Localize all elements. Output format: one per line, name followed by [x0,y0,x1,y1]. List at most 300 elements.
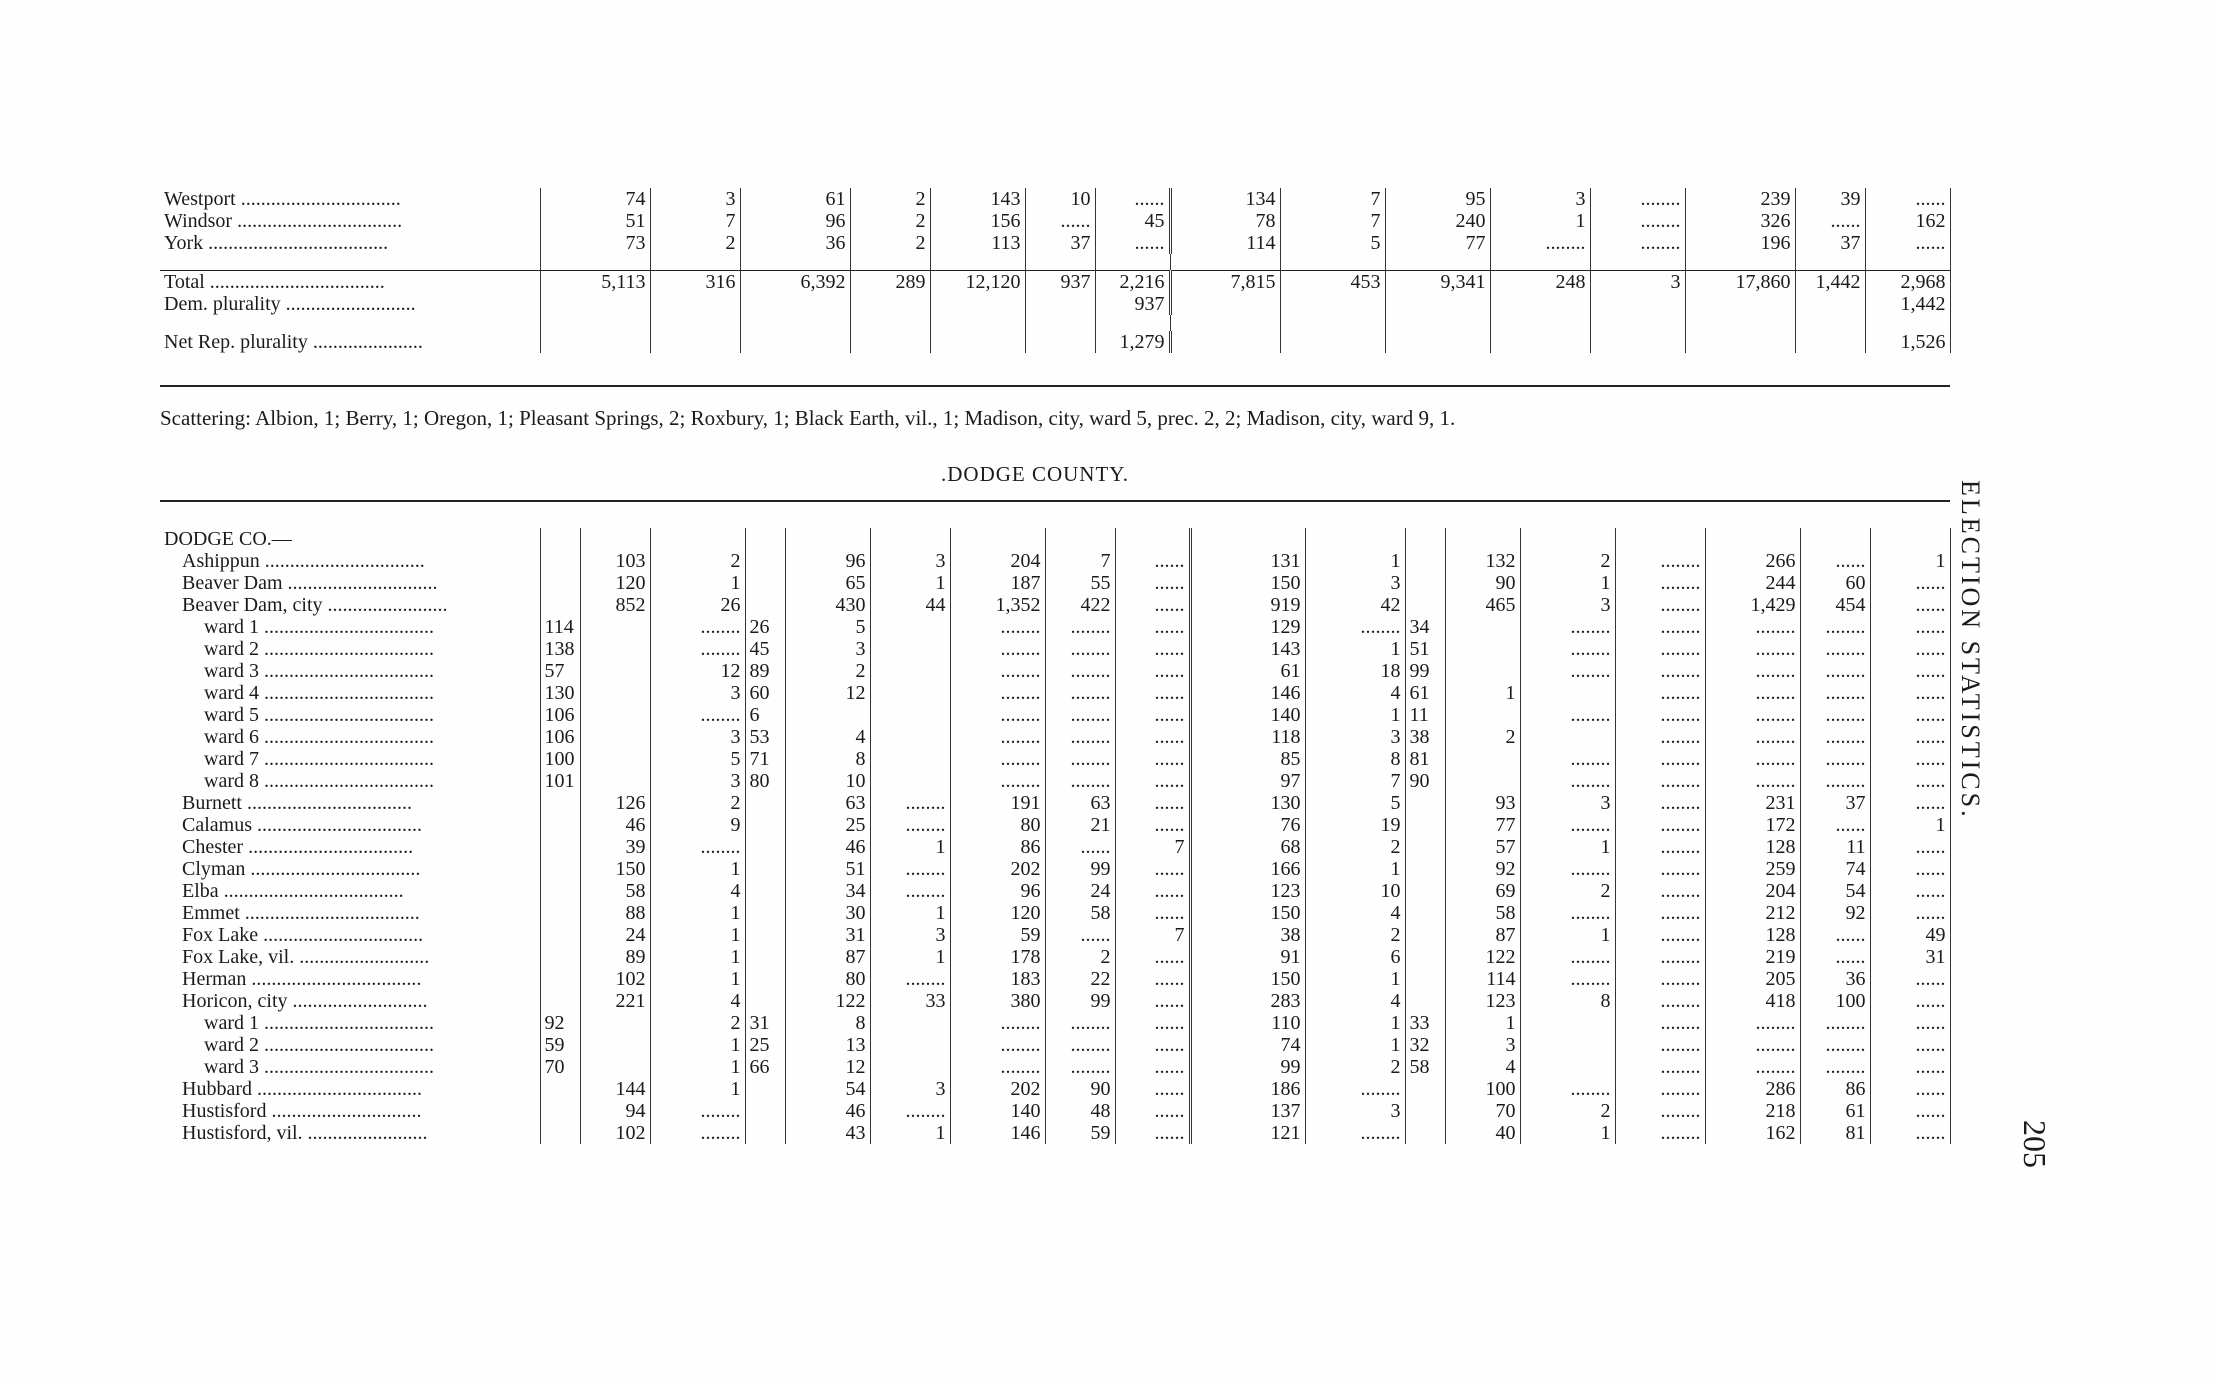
table-cell [540,836,580,858]
table-cell: 94 [580,1100,650,1122]
table-cell: 7 [1115,836,1190,858]
table-cell: ........ [1705,704,1800,726]
table-cell: 3 [1490,188,1590,210]
table-cell: ........ [1800,1056,1870,1078]
table-cell: 2 [1520,880,1615,902]
table-cell: 51 [1405,638,1445,660]
table-cell: 156 [930,210,1025,232]
table-cell: 937 [1025,271,1095,294]
table-cell: 2 [1305,924,1405,946]
table-cell: 140 [1190,704,1305,726]
table-cell: ........ [1705,616,1800,638]
table-cell [1445,638,1520,660]
table-cell: 144 [580,1078,650,1100]
table-cell: 45 [1095,210,1170,232]
row-label: York .................................... [160,232,540,254]
table-cell: ...... [1870,1100,1950,1122]
table-cell: 1 [650,1034,745,1056]
table-cell: 74 [1800,858,1870,880]
table-cell: 70 [540,1056,580,1078]
table-cell: ...... [1115,1034,1190,1056]
row-label: Horicon, city ........................... [160,990,540,1012]
table-cell: 90 [1405,770,1445,792]
table-cell: 1 [1520,924,1615,946]
table-cell: ...... [1115,572,1190,594]
table-cell: 8 [785,1012,870,1034]
table-cell: 63 [1045,792,1115,814]
table-cell: 130 [540,682,580,704]
table-cell: 3 [1305,1100,1405,1122]
table-cell: ........ [1615,1122,1705,1144]
table-cell: ........ [1615,726,1705,748]
table-cell [745,1122,785,1144]
row-label: Chester ................................. [160,836,540,858]
table-cell: 162 [1865,210,1950,232]
table-cell: ........ [1520,946,1615,968]
table-cell: 2 [785,660,870,682]
table-cell: ........ [950,638,1045,660]
table-cell: 1 [650,572,745,594]
table-cell: ...... [1870,990,1950,1012]
table-cell: ...... [1115,770,1190,792]
table-cell [870,726,950,748]
table-cell: ........ [1305,616,1405,638]
row-label: Total ................................... [160,271,540,294]
table-cell [1405,946,1445,968]
table-cell: 9,341 [1385,271,1490,294]
table-cell: 202 [950,1078,1045,1100]
table-cell [1280,293,1385,315]
table-cell: 172 [1705,814,1800,836]
table-cell: 231 [1705,792,1800,814]
table-row [160,814,1950,836]
table-cell: 2 [850,232,930,254]
table-row [160,638,1950,660]
table-cell: 90 [1445,572,1520,594]
table-cell: 5 [650,748,745,770]
table-cell: 51 [540,210,650,232]
table-cell: 63 [785,792,870,814]
table-cell: 1 [870,572,950,594]
table-cell: ...... [1115,682,1190,704]
table-cell: 96 [785,550,870,572]
table-cell [540,902,580,924]
table-cell: 3 [1520,792,1615,814]
table-cell: ...... [1870,1056,1950,1078]
table-cell: ........ [1705,1012,1800,1034]
table-cell: 1 [1305,1034,1405,1056]
table-cell: 4 [650,990,745,1012]
table-cell: ...... [1115,726,1190,748]
table-cell: 37 [1025,232,1095,254]
table-cell [745,924,785,946]
table-cell: ...... [1870,638,1950,660]
county-header: DODGE CO.— [160,528,540,550]
table-row [160,1078,1950,1100]
table-cell: 81 [1800,1122,1870,1144]
table-cell: 8 [1520,990,1615,1012]
table-cell: 106 [540,704,580,726]
table-cell [1025,293,1095,315]
table-cell: ........ [1615,616,1705,638]
table-cell [745,990,785,1012]
table-cell: 114 [1170,232,1280,254]
table-cell: 73 [540,232,650,254]
table-cell: 92 [1800,902,1870,924]
table-cell: 74 [1190,1034,1305,1056]
table-cell: 1 [1305,858,1405,880]
table-cell: 77 [1385,232,1490,254]
table-cell: 113 [930,232,1025,254]
table-cell: 212 [1705,902,1800,924]
table-cell [580,682,650,704]
table-cell: ........ [1520,814,1615,836]
table-cell: 81 [1405,748,1445,770]
table-cell: 418 [1705,990,1800,1012]
table-row [160,968,1950,990]
table-cell: 77 [1445,814,1520,836]
table-cell: ........ [1045,704,1115,726]
table-cell: 7 [1305,770,1405,792]
table-cell: ........ [950,726,1045,748]
table-cell: 143 [1190,638,1305,660]
table-cell: ........ [1520,770,1615,792]
table-cell: 96 [950,880,1045,902]
table-cell: ........ [1305,1078,1405,1100]
table-cell: 100 [540,748,580,770]
table-cell: ........ [1045,1012,1115,1034]
table-cell: 3 [1305,572,1405,594]
table-cell: 122 [1445,946,1520,968]
table-cell: ........ [1590,188,1685,210]
table-cell: 150 [1190,902,1305,924]
table-cell [580,1056,650,1078]
row-label: ward 3 .................................. [160,660,540,682]
table-cell: ...... [1115,1012,1190,1034]
table-cell: ...... [1870,792,1950,814]
table-cell: 5,113 [540,271,650,294]
table-cell [930,331,1025,353]
table-cell: 93 [1445,792,1520,814]
table-cell: 937 [1095,293,1170,315]
table-cell: ........ [1615,924,1705,946]
table-cell: 430 [785,594,870,616]
table-cell: 4 [650,880,745,902]
table-cell: 140 [950,1100,1045,1122]
table-cell: 92 [1445,858,1520,880]
table-cell: ........ [870,814,950,836]
table-cell: ........ [1800,748,1870,770]
table-cell: ........ [1520,704,1615,726]
table-cell: 24 [580,924,650,946]
table-cell: 49 [1870,924,1950,946]
table-cell [1405,594,1445,616]
table-cell [580,770,650,792]
table-cell: ...... [1800,924,1870,946]
table-cell: ........ [1615,638,1705,660]
table-cell [745,1100,785,1122]
table-cell: 65 [785,572,870,594]
table-cell: 26 [745,616,785,638]
table-cell: 131 [1190,550,1305,572]
row-label: Herman .................................. [160,968,540,990]
table-cell [650,331,740,353]
row-label: Hustisford .............................. [160,1100,540,1122]
table-cell: ...... [1870,1012,1950,1034]
row-label: ward 1 .................................. [160,1012,540,1034]
row-label: ward 4 .................................. [160,682,540,704]
table-cell: ...... [1870,902,1950,924]
table-cell: ........ [1800,726,1870,748]
table-cell [1280,331,1385,353]
table-cell [580,660,650,682]
table-cell: 33 [870,990,950,1012]
table-cell: 61 [1190,660,1305,682]
table-cell: ........ [950,1056,1045,1078]
county-title: .DODGE COUNTY. [940,462,1130,486]
table-cell [870,770,950,792]
table-cell: ...... [1800,814,1870,836]
table-cell: ........ [1520,968,1615,990]
table-cell: 3 [1305,726,1405,748]
table-row [160,704,1950,726]
table-cell: ...... [1115,638,1190,660]
table-cell [1405,924,1445,946]
table-cell: ........ [1045,748,1115,770]
table-cell: ........ [650,836,745,858]
table-cell [540,293,650,315]
table-cell: 31 [1870,946,1950,968]
table-cell: 1,352 [950,594,1045,616]
table-row [160,1034,1950,1056]
table-cell: 4 [1445,1056,1520,1078]
table-cell: ...... [1115,748,1190,770]
table-cell: 120 [580,572,650,594]
row-label: ward 2 .................................. [160,638,540,660]
table-cell: 138 [540,638,580,660]
table-cell [580,704,650,726]
table-cell: 1 [1520,836,1615,858]
table-cell: ........ [950,770,1045,792]
table-cell: ........ [870,968,950,990]
table-cell: 1 [1445,1012,1520,1034]
table-cell: 61 [740,188,850,210]
table-cell: 1 [870,1122,950,1144]
table-cell: 97 [1190,770,1305,792]
table-cell: 150 [1190,968,1305,990]
table-cell [1520,682,1615,704]
table-row [160,858,1950,880]
table-cell: 6 [1305,946,1405,968]
table-cell: 118 [1190,726,1305,748]
table-cell: 89 [580,946,650,968]
table-cell: ...... [1115,792,1190,814]
table-cell: ...... [1045,836,1115,858]
table-cell: 7 [650,210,740,232]
table-cell: ........ [1615,1078,1705,1100]
table-cell: 6 [745,704,785,726]
table-cell: 102 [580,1122,650,1144]
table-cell [1405,1078,1445,1100]
table-cell: 218 [1705,1100,1800,1122]
table-cell: 2 [650,232,740,254]
table-cell: ...... [1115,968,1190,990]
table-cell: 1 [1445,682,1520,704]
table-cell: 86 [950,836,1045,858]
table-cell: 26 [650,594,745,616]
table-cell: ...... [1115,880,1190,902]
table-row [160,1056,1950,1078]
table-cell: ........ [1800,616,1870,638]
table-cell: ........ [870,880,950,902]
table-cell: 89 [745,660,785,682]
table-cell: ...... [1045,924,1115,946]
table-cell: 7,815 [1170,271,1280,294]
table-cell: 3 [650,726,745,748]
table-cell: ........ [650,1100,745,1122]
table-cell [745,880,785,902]
table-cell: 101 [540,770,580,792]
table-cell [1590,293,1685,315]
table-cell: 1 [1520,1122,1615,1144]
table-cell: ........ [1615,682,1705,704]
table-cell: 8 [1305,748,1405,770]
table-cell [540,814,580,836]
table-cell: ........ [650,616,745,638]
table-cell [1025,331,1095,353]
table-cell: 129 [1190,616,1305,638]
table-cell: 123 [1190,880,1305,902]
table-cell: 34 [1405,616,1445,638]
table-cell: ........ [950,616,1045,638]
table-cell: ........ [1490,232,1590,254]
table-cell [540,1100,580,1122]
table-cell: ...... [1115,616,1190,638]
table-cell: 21 [1045,814,1115,836]
table-cell: ........ [1615,550,1705,572]
table-cell: 4 [1305,682,1405,704]
table-cell: 1,442 [1795,271,1865,294]
table-cell: 7 [1280,210,1385,232]
table-row [160,726,1950,748]
table-cell: ........ [1520,616,1615,638]
table-cell [1405,550,1445,572]
table-cell: 10 [1305,880,1405,902]
table-cell: 3 [1445,1034,1520,1056]
table-cell: ........ [1045,726,1115,748]
table-cell [540,331,650,353]
table-cell: ........ [1705,1034,1800,1056]
table-cell: ........ [950,660,1045,682]
table-cell: 114 [540,616,580,638]
table-cell: ...... [1870,1078,1950,1100]
table-cell: ...... [1865,232,1950,254]
table-cell: 283 [1190,990,1305,1012]
table-cell: 205 [1705,968,1800,990]
table-cell: 1 [870,836,950,858]
table-cell [1385,293,1490,315]
table-cell: ...... [1865,188,1950,210]
table-cell: 53 [745,726,785,748]
table-cell: 54 [1800,880,1870,902]
table-cell: ...... [1115,1078,1190,1100]
table-cell: 9 [650,814,745,836]
table-cell: 78 [1170,210,1280,232]
row-label: Dem. plurality .......................... [160,293,540,315]
table-cell [1685,293,1795,315]
table-cell: 1 [1305,968,1405,990]
table-cell [870,748,950,770]
table-cell: 11 [1405,704,1445,726]
table-cell: ...... [1870,572,1950,594]
table-cell: 3 [870,550,950,572]
row-label: Hubbard ................................. [160,1078,540,1100]
table-cell: 55 [1045,572,1115,594]
table-row [160,210,1950,232]
table-cell: 3 [870,924,950,946]
table-cell: ........ [1800,704,1870,726]
table-cell: ...... [1870,748,1950,770]
table-cell: ...... [1095,188,1170,210]
table-cell: ........ [1705,770,1800,792]
table-cell: ........ [1705,660,1800,682]
table-cell: 1 [650,924,745,946]
table-cell: 99 [1405,660,1445,682]
table-cell: ...... [1870,594,1950,616]
table-cell: 132 [1445,550,1520,572]
table-cell: 2 [850,210,930,232]
table-cell: 852 [580,594,650,616]
table-cell: 25 [745,1034,785,1056]
table-cell: 48 [1045,1100,1115,1122]
table-cell: 1 [650,858,745,880]
table-cell: 76 [1190,814,1305,836]
table-cell: 37 [1795,232,1865,254]
row-label: Windsor ................................. [160,210,540,232]
table-row [160,271,1950,294]
table-row [160,770,1950,792]
table-cell [745,550,785,572]
table-cell: ...... [1870,704,1950,726]
table-cell [580,1034,650,1056]
table-cell [1405,792,1445,814]
table-cell: 57 [540,660,580,682]
table-cell: 2,216 [1095,271,1170,294]
row-label: ward 7 .................................. [160,748,540,770]
table-cell [1405,814,1445,836]
table-cell: 2 [650,792,745,814]
table-cell: 1 [1305,1012,1405,1034]
table-cell: 31 [745,1012,785,1034]
table-cell [1405,858,1445,880]
row-label: Fox Lake, vil. .......................... [160,946,540,968]
table-cell: ........ [1615,814,1705,836]
table-cell [1490,293,1590,315]
table-cell [1405,836,1445,858]
table-row [160,902,1950,924]
table-cell [540,858,580,880]
table-cell [745,594,785,616]
table-cell: 128 [1705,924,1800,946]
row-label: Net Rep. plurality ...................... [160,331,540,353]
table-cell: ...... [1870,726,1950,748]
table-cell: ........ [1800,1012,1870,1034]
table-cell [870,704,950,726]
table-cell: ........ [1705,748,1800,770]
table-cell: 71 [745,748,785,770]
table-cell [540,946,580,968]
table-cell [1405,1122,1445,1144]
